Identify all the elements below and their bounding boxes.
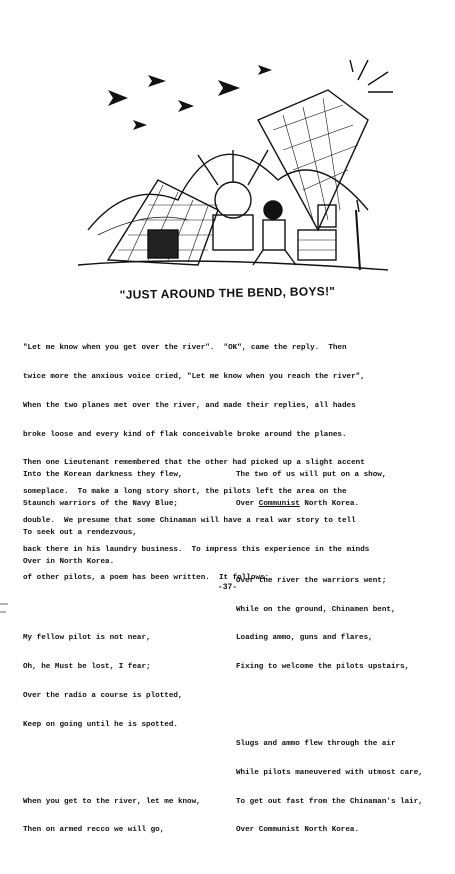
prose-line: Then one Lieutenant remembered that the other had picked up a slight accent <box>23 459 365 468</box>
poem-line <box>236 500 446 510</box>
illustration-caption: "JUST AROUND THE BEND, BOYS!" <box>119 284 336 302</box>
poem-line: My fellow pilot is not near, <box>23 634 151 643</box>
prose-line: "Let me know when you get over the river". "OK", came the reply. Then <box>23 344 347 353</box>
prose-line: twice more the anxious voice cried, "Let me know when you reach the river", <box>23 372 365 381</box>
prose-line: When the two planes met over the river, and made their replies, all hades <box>23 401 356 410</box>
poem-left-column <box>23 433 233 874</box>
poem-line: Oh, he Must be lost, I fear; <box>23 663 151 672</box>
cartoon-illustration <box>68 60 398 292</box>
poem-line: Fixing to welcome the pilots upstairs, <box>236 663 410 672</box>
prose-line: of other pilots, a poem has been written. It follows: <box>23 574 270 583</box>
prose-line: back there in his laundry business. To impress this experience in the minds <box>23 545 370 554</box>
poem-line: Over the radio a course is plotted, <box>23 692 183 701</box>
poem-line: To seek out a rendezvous, <box>23 528 137 537</box>
poem-right-column <box>236 433 446 874</box>
poem-stanza <box>23 778 233 855</box>
poem-line: Over the river the warriors went; <box>236 576 387 585</box>
poem-line: While on the ground, Chinamen bent, <box>236 605 396 614</box>
poem-line: Then on armed recco we will go, <box>23 826 165 835</box>
poem-line: Loading ammo, guns and flares, <box>236 634 373 643</box>
underlined-word: Communist <box>258 500 300 509</box>
poem-line: Slugs and ammo flew through the air <box>236 740 396 748</box>
poem-stanza <box>23 452 233 586</box>
page-number: -37- <box>217 583 238 592</box>
poem-line: Staunch warriors of the Navy Blue; <box>23 500 178 509</box>
poem-line: Keep on going until he is spotted. <box>23 720 178 729</box>
poem-line: Over Communist North Korea. <box>236 826 360 835</box>
prose-line: someplace. To make a long story short, the pilots left the area on the <box>23 488 347 497</box>
prose-line: double. We presume that some Chinaman will have a real war story to tell <box>23 516 356 525</box>
poem-line: To get out fast from the Chinaman's lair, <box>236 797 423 806</box>
poem-line: While pilots maneuvered with utmost care, <box>236 768 423 777</box>
poem-stanza <box>236 558 446 692</box>
poem-line: The two of us will put on a show, <box>236 471 387 480</box>
poem-text: North Korea. <box>299 500 360 509</box>
margin-mark-icon <box>0 600 12 618</box>
prose-line: broke loose and every kind of flak conceivable broke around the planes. <box>23 430 347 439</box>
poem-line: Into the Korean darkness they flew, <box>23 471 183 480</box>
poem-text: Over <box>236 500 259 509</box>
poem-stanza <box>236 452 446 529</box>
poem-stanza <box>23 615 233 749</box>
poem-stanza <box>236 721 446 855</box>
poem-line: When you get to the river, let me know, <box>23 797 201 806</box>
poem-line: Over in North Korea. <box>23 557 115 566</box>
